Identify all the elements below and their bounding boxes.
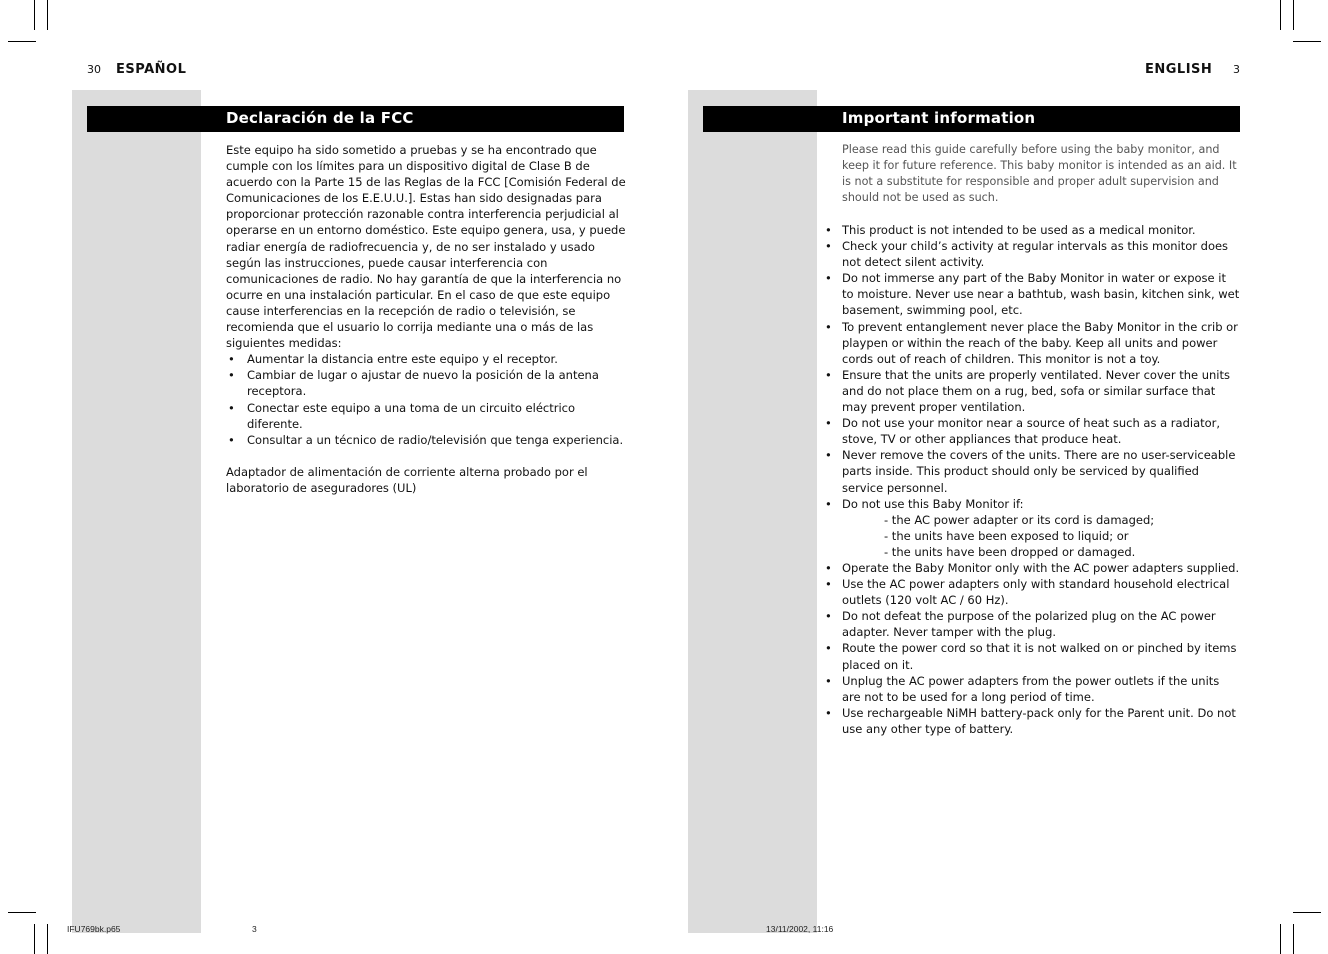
list-item: • Do not use your monitor near a source of heat such as a radiator, stove, TV or other appliances that produce heat. (826, 415, 1240, 447)
crop-mark (47, 0, 48, 30)
do-not-use-lead: Do not use this Baby Monitor if: (842, 496, 1024, 511)
list-item: • Consultar a un técnico de radio/televisión que tenga experiencia. (226, 432, 626, 448)
list-item: • Unplug the AC power adapters from the power outlets if the units are not to be used for a long period of time. (826, 673, 1240, 705)
footer-filename: IFU769bk.p65 (67, 924, 121, 934)
right-section-bar (703, 106, 1240, 132)
crop-mark (8, 912, 36, 913)
list-item: • Cambiar de lugar o ajustar de nuevo la posición de la antena receptora. (226, 367, 626, 399)
crop-mark (1293, 924, 1294, 954)
ul-adapter-note: Adaptador de alimentación de corriente alterna probado por el laboratorio de aseguradores (UL) (226, 464, 588, 495)
left-section-title: Declaración de la FCC (226, 109, 414, 127)
right-page-number: 3 (1233, 63, 1240, 76)
crop-mark (47, 924, 48, 954)
list-item: • This product is not intended to be used as a medical monitor. (826, 222, 1240, 238)
list-item: • Use the AC power adapters only with standard household electrical outlets (120 volt AC / 60 Hz). (826, 576, 1240, 608)
footer-timestamp: 13/11/2002, 11:16 (766, 924, 834, 934)
right-intro-block (842, 142, 1238, 206)
list-item: • Use rechargeable NiMH battery-pack only for the Parent unit. Do not use any other type of battery. (826, 705, 1240, 737)
crop-mark (1280, 924, 1281, 954)
sub-item: - the AC power adapter or its cord is damaged; (884, 512, 1155, 527)
right-body (826, 222, 1240, 737)
intro-paragraph: Please read this guide carefully before using the baby monitor, and keep it for future reference. This baby monitor is intended as an aid. It is not a substitute for responsible and proper adult supervision and should not be used as such. (842, 143, 1237, 205)
list-item: • Aumentar la distancia entre este equipo y el receptor. (226, 351, 626, 367)
left-margin-band (72, 90, 201, 933)
crop-mark (34, 0, 35, 30)
fcc-measures-list (226, 351, 626, 448)
footer-page: 3 (252, 924, 257, 934)
crop-mark (1293, 41, 1321, 42)
left-section-bar (87, 106, 624, 132)
fcc-paragraph: Este equipo ha sido sometido a pruebas y se ha encontrado que cumple con los límites para un dispositivo digital de Clase B de acuerdo con la Parte 15 de las Reglas de la FCC [Comisión Federal de Comunicaciones de los E.E.U.U.]. Estas han sido designadas para proporcionar protección razonable contra interferencia perjudicial al operarse en un entorno doméstico. Este equipo genera, usa, y puede radiar energía de radiofrecuencia y, de no ser instalado y usado según las instrucciones, puede causar interferencia con comunicaciones de radio. No hay garantía de que la interferencia no ocurre en una instalación particular. En el caso de que este equipo cause interferencias en la recepción de radio o televisión, se recomienda que el usuario lo corrija mediante una o más de las siguientes medidas: (226, 143, 626, 351)
list-item: • To prevent entanglement never place the Baby Monitor in the crib or playpen or within the reach of the baby. Keep all units and power cords out of reach of children. This monitor is not a toy. (826, 319, 1240, 367)
list-item: • Route the power cord so that it is not walked on or pinched by items placed on it. (826, 640, 1240, 672)
list-item: • Check your child’s activity at regular intervals as this monitor does not detect silent activity. (826, 238, 1240, 270)
right-language-heading: ENGLISH (1145, 62, 1213, 77)
left-body (226, 142, 626, 496)
list-item-do-not-use (826, 496, 1240, 560)
crop-mark (34, 924, 35, 954)
list-item: • Operate the Baby Monitor only with the AC power adapters supplied. (826, 560, 1240, 576)
right-section-title: Important information (842, 109, 1036, 127)
left-page-number: 30 (87, 63, 101, 76)
sub-item: - the units have been exposed to liquid; or (884, 528, 1129, 543)
crop-mark (8, 41, 36, 42)
list-item: • Do not defeat the purpose of the polarized plug on the AC power adapter. Never tamper with the plug. (826, 608, 1240, 640)
safety-list (826, 222, 1240, 737)
crop-mark (1293, 0, 1294, 30)
sub-item: - the units have been dropped or damaged. (884, 544, 1136, 559)
list-item: • Do not immerse any part of the Baby Monitor in water or expose it to moisture. Never use near a bathtub, wash basin, kitchen sink, wet basement, swimming pool, etc. (826, 270, 1240, 318)
crop-mark (1293, 912, 1321, 913)
right-margin-band (688, 90, 817, 933)
list-item: • Conectar este equipo a una toma de un circuito eléctrico diferente. (226, 400, 626, 432)
left-language-heading: ESPAÑOL (116, 62, 187, 77)
crop-mark (1280, 0, 1281, 30)
list-item: • Ensure that the units are properly ventilated. Never cover the units and do not place them on a rug, bed, sofa or similar surface that may prevent proper ventilation. (826, 367, 1240, 415)
list-item: • Never remove the covers of the units. There are no user-serviceable parts inside. This product should only be serviced by qualified service personnel. (826, 447, 1240, 495)
